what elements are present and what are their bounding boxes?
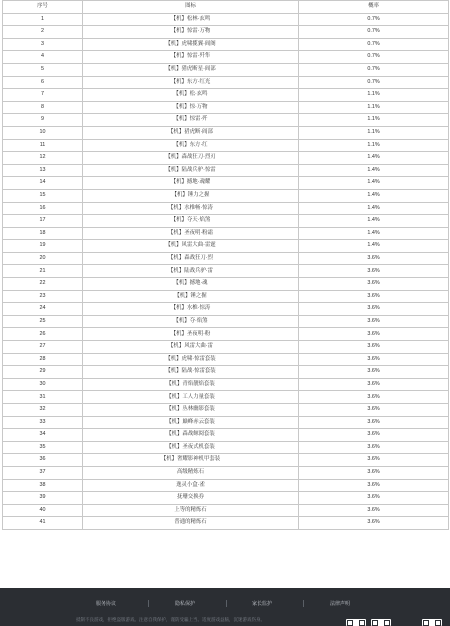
row-item-name: 【机】陆战·惊雷套装 <box>83 366 299 379</box>
table-row <box>3 26 449 39</box>
table-row <box>3 177 449 190</box>
row-probability: 3.6% <box>299 315 449 328</box>
row-item-name: 【机】陆战兵驴·惊雷 <box>83 164 299 177</box>
table-row <box>3 441 449 454</box>
row-index: 22 <box>3 278 83 291</box>
row-index: 38 <box>3 479 83 492</box>
row-item-name: 【机】惊雷·歼隼 <box>83 51 299 64</box>
row-probability: 3.6% <box>299 517 449 530</box>
row-index: 33 <box>3 416 83 429</box>
header-index: 序号 <box>3 1 83 14</box>
row-item-name: 【机】撼地·魂耀 <box>83 177 299 190</box>
footer-separator <box>148 600 149 607</box>
row-item-name: 【机】惊·万物 <box>83 101 299 114</box>
row-index: 32 <box>3 404 83 417</box>
row-probability: 1.1% <box>299 101 449 114</box>
row-probability: 3.6% <box>299 391 449 404</box>
row-index: 23 <box>3 290 83 303</box>
footer-link-privacy[interactable]: 隐私保护 <box>175 601 196 607</box>
row-index: 37 <box>3 466 83 479</box>
row-item-name: 【机】森战鲸阅套装 <box>83 429 299 442</box>
row-probability: 3.6% <box>299 492 449 505</box>
row-probability: 1.4% <box>299 202 449 215</box>
row-index: 17 <box>3 215 83 228</box>
row-index: 39 <box>3 492 83 505</box>
table-row <box>3 152 449 165</box>
row-probability: 1.4% <box>299 215 449 228</box>
qr-code-icon <box>371 619 391 626</box>
table-row <box>3 76 449 89</box>
table-row <box>3 479 449 492</box>
row-item-name: 【机】巅峰赤云套装 <box>83 416 299 429</box>
row-probability: 1.1% <box>299 139 449 152</box>
table-row <box>3 391 449 404</box>
table-row <box>3 126 449 139</box>
row-index: 31 <box>3 391 83 404</box>
row-item-name: 【机】夺天·焰煞 <box>83 215 299 228</box>
row-probability: 0.7% <box>299 63 449 76</box>
row-probability: 3.6% <box>299 303 449 316</box>
row-item-name: 【机】奢耀影神机甲套装 <box>83 454 299 467</box>
row-index: 25 <box>3 315 83 328</box>
row-item-name: 【机】猎虎断·阎部 <box>83 126 299 139</box>
row-index: 5 <box>3 63 83 76</box>
row-probability: 3.6% <box>299 290 449 303</box>
table-row <box>3 278 449 291</box>
row-probability: 0.7% <box>299 76 449 89</box>
row-item-name: 【机】撼地·魂 <box>83 278 299 291</box>
row-probability: 1.4% <box>299 189 449 202</box>
row-item-name: 【机】东方·红光 <box>83 76 299 89</box>
footer-health-notice: 抵制不良游戏，拒绝盗版游戏。注意自我保护，谨防受骗上当。适度游戏益脑，沉迷游戏伤身。 <box>76 617 265 622</box>
row-probability: 1.4% <box>299 164 449 177</box>
row-index: 21 <box>3 265 83 278</box>
row-item-name: 抚珊交换券 <box>83 492 299 505</box>
table-row <box>3 404 449 417</box>
table-header-row <box>3 1 449 14</box>
row-probability: 3.6% <box>299 441 449 454</box>
row-index: 30 <box>3 378 83 391</box>
row-item-name: 【机】夺·焰煞 <box>83 315 299 328</box>
footer-separator <box>303 600 304 607</box>
row-item-name: 【机】虎啸揽翼·阎阁 <box>83 38 299 51</box>
row-index: 35 <box>3 441 83 454</box>
row-index: 12 <box>3 152 83 165</box>
row-item-name: 【机】森战狂刀·烈 <box>83 252 299 265</box>
footer-link-service-agreement[interactable]: 服务协议 <box>96 601 117 607</box>
row-item-name: 【机】松·玄鸣 <box>83 89 299 102</box>
row-item-name: 【机】锤力之握 <box>83 189 299 202</box>
table-row <box>3 341 449 354</box>
row-index: 27 <box>3 341 83 354</box>
row-item-name: 【机】水椎畅·惊涛 <box>83 202 299 215</box>
row-index: 14 <box>3 177 83 190</box>
row-index: 10 <box>3 126 83 139</box>
row-index: 20 <box>3 252 83 265</box>
row-item-name: 【机】惊雷·万物 <box>83 26 299 39</box>
row-index: 28 <box>3 353 83 366</box>
row-index: 4 <box>3 51 83 64</box>
row-probability: 1.4% <box>299 177 449 190</box>
row-item-name: 【机】圣夜明·粉 <box>83 328 299 341</box>
row-item-name: 上等的精炼石 <box>83 504 299 517</box>
table-row <box>3 429 449 442</box>
row-probability: 3.6% <box>299 353 449 366</box>
table-row <box>3 89 449 102</box>
table-row <box>3 189 449 202</box>
row-index: 26 <box>3 328 83 341</box>
row-index: 29 <box>3 366 83 379</box>
row-index: 7 <box>3 89 83 102</box>
row-index: 40 <box>3 504 83 517</box>
row-probability: 1.1% <box>299 89 449 102</box>
row-probability: 3.6% <box>299 252 449 265</box>
table-row <box>3 328 449 341</box>
row-item-name: 【机】森战狂刀·烈刃 <box>83 152 299 165</box>
table-row <box>3 454 449 467</box>
row-index: 36 <box>3 454 83 467</box>
table-row <box>3 164 449 177</box>
row-probability: 3.6% <box>299 278 449 291</box>
row-item-name: 【机】东方·红 <box>83 139 299 152</box>
qr-code-icon <box>346 619 366 626</box>
table-row <box>3 517 449 530</box>
row-item-name: 【机】猎虎断星·阎部 <box>83 63 299 76</box>
row-index: 2 <box>3 26 83 39</box>
row-item-name: 【机】虎啸·惊雷套装 <box>83 353 299 366</box>
row-probability: 3.6% <box>299 378 449 391</box>
table-row <box>3 101 449 114</box>
row-item-name: 【机】水椎·惊涛 <box>83 303 299 316</box>
header-probability: 概率 <box>299 1 449 14</box>
table-row <box>3 114 449 127</box>
footer-link-parental-guardian[interactable]: 家长监护 <box>252 601 273 607</box>
row-probability: 0.7% <box>299 26 449 39</box>
row-item-name: 逸灵小盒·雀 <box>83 479 299 492</box>
table-row <box>3 315 449 328</box>
row-probability: 3.6% <box>299 341 449 354</box>
table-row <box>3 492 449 505</box>
row-item-name: 【机】圣夜式机套装 <box>83 441 299 454</box>
table-row <box>3 366 449 379</box>
row-probability: 3.6% <box>299 454 449 467</box>
row-index: 1 <box>3 13 83 26</box>
row-item-name: 【机】锤之握 <box>83 290 299 303</box>
row-probability: 1.1% <box>299 126 449 139</box>
row-item-name: 【机】工人力量套装 <box>83 391 299 404</box>
row-probability: 0.7% <box>299 13 449 26</box>
table-row <box>3 240 449 253</box>
qr-code-icon <box>422 619 442 626</box>
row-index: 11 <box>3 139 83 152</box>
row-probability: 1.1% <box>299 114 449 127</box>
table-row <box>3 51 449 64</box>
row-probability: 3.6% <box>299 429 449 442</box>
table-row <box>3 139 449 152</box>
row-item-name: 【机】圣夜明·粉霜 <box>83 227 299 240</box>
table-row <box>3 227 449 240</box>
row-index: 16 <box>3 202 83 215</box>
table-row <box>3 13 449 26</box>
row-item-name: 【机】风雷大曲·雷霆 <box>83 240 299 253</box>
row-index: 3 <box>3 38 83 51</box>
row-probability: 3.6% <box>299 416 449 429</box>
footer-separator <box>226 600 227 607</box>
row-item-name: 【机】松林·玄鸣 <box>83 13 299 26</box>
row-index: 18 <box>3 227 83 240</box>
row-probability: 0.7% <box>299 51 449 64</box>
row-index: 13 <box>3 164 83 177</box>
row-index: 6 <box>3 76 83 89</box>
table-row <box>3 215 449 228</box>
table-row <box>3 265 449 278</box>
table-row <box>3 252 449 265</box>
row-index: 9 <box>3 114 83 127</box>
row-item-name: 高级精炼石 <box>83 466 299 479</box>
row-index: 41 <box>3 517 83 530</box>
row-probability: 3.6% <box>299 466 449 479</box>
table-row <box>3 378 449 391</box>
header-item: 图标 <box>83 1 299 14</box>
table-row <box>3 466 449 479</box>
table-row <box>3 290 449 303</box>
footer-links <box>0 600 450 608</box>
table-row <box>3 504 449 517</box>
row-item-name: 【机】青焰靓焰套装 <box>83 378 299 391</box>
row-item-name: 【机】惊雷·歼 <box>83 114 299 127</box>
footer-link-legal[interactable]: 法律声明 <box>330 601 351 607</box>
table-row <box>3 38 449 51</box>
row-index: 34 <box>3 429 83 442</box>
row-probability: 3.6% <box>299 404 449 417</box>
row-probability: 0.7% <box>299 38 449 51</box>
row-item-name: 【机】丛林幽影套装 <box>83 404 299 417</box>
table-body <box>3 13 449 529</box>
row-index: 15 <box>3 189 83 202</box>
row-item-name: 【机】陆战兵驴·雷 <box>83 265 299 278</box>
table-row <box>3 416 449 429</box>
row-index: 24 <box>3 303 83 316</box>
table-row <box>3 303 449 316</box>
row-probability: 3.6% <box>299 504 449 517</box>
row-index: 19 <box>3 240 83 253</box>
row-probability: 3.6% <box>299 328 449 341</box>
row-probability: 1.4% <box>299 152 449 165</box>
row-probability: 1.4% <box>299 227 449 240</box>
probability-table <box>2 0 449 530</box>
row-index: 8 <box>3 101 83 114</box>
table-row <box>3 202 449 215</box>
row-item-name: 【机】风雷大曲·雷 <box>83 341 299 354</box>
table-row <box>3 353 449 366</box>
table-row <box>3 63 449 76</box>
site-footer <box>0 588 450 626</box>
row-probability: 1.4% <box>299 240 449 253</box>
row-probability: 3.6% <box>299 366 449 379</box>
row-item-name: 普通的精炼石 <box>83 517 299 530</box>
row-probability: 3.6% <box>299 479 449 492</box>
row-probability: 3.6% <box>299 265 449 278</box>
